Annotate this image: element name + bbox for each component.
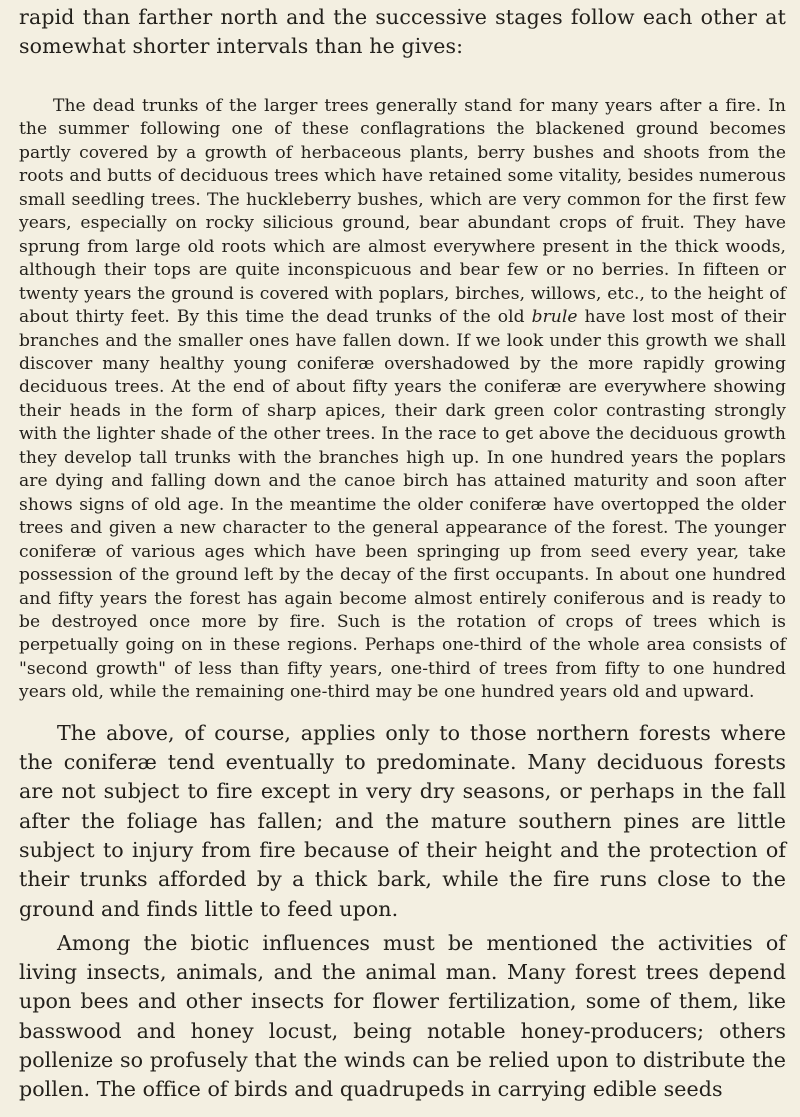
quote-text-part2: have lost most of their branches and the smaller ones have fallen down. If we look under this growth we shall discover many healthy young coniferæ overshadowed by the more rapidly growing deciduous trees. At the end of about fifty years the coniferæ are everywhere showing their heads in the form of sharp apices, their dark green color contrasting strongly with the lighter shade of the other trees. In the race to get above the deciduous growth they develop tall trunks with the branches high up. In one hundred years the poplars are dying and falling down and the canoe birch has attained maturity and soon after shows signs of old age. In the meantime the older coniferæ have overtopped the older trees and given a new character to the general appearance of the forest. The younger coniferæ of various ages which have been springing up from seed every year, take possession of the ground left by the decay of the first occupants. In about one hundred and fifty years the forest has again become almost entirely coniferous and is ready to be destroyed once more by fire. Such is the rotation of crops of trees which is perpetually going on in these regions. Perhaps one-third of the whole area consists of "second growth" of less than fifty years, one-third of trees from fifty to one hundred years old, while the remaining one-third may be one hundred years old and upward. [19,307,787,703]
body-paragraph-2: Among the biotic influences must be mentioned the activities of living insects, animals, and the animal man. Many forest trees depend upon bees and other insects for flower fertilization, some of them, like basswood and honey locust, being notable honey-producers; others pollenize so profusely that the winds can be relied upon to distribute the pollen. The office of birds and quadrupeds in carrying edible seeds [19,930,786,1102]
quote-text-part1: The dead trunks of the larger trees generally stand for many years after a fire. In the summer following one of these conflagrations the blackened ground becomes partly covered by a growth of herbaceous plants, berry bushes and shoots from the roots and butts of deciduous trees which have retained some vitality, besides numerous small seedling trees. The huckleberry bushes, which are very common for the first few years, especially on rocky silicious ground, bear abundant crops of fruit. They have sprung from large old roots which are almost everywhere present in the thick woods, although their tops are quite inconspicuous and bear few or no berries. In fifteen or twenty years the ground is covered with poplars, birches, willows, etc., to the height of about thirty feet. By this time the dead trunks of the old [19,96,786,328]
quote-italic-term: brule [531,307,578,328]
lead-paragraph: rapid than farther north and the successive stages follow each other at somewhat shorter intervals than he gives: [19,5,786,58]
block-quote [19,95,786,705]
body-paragraph-1: The above, of course, applies only to those northern forests where the coniferæ tend eventually to predominate. Many deciduous forests are not subject to fire except in very dry seasons, or perhaps in the fall after the foliage has fallen; and the mature southern pines are little subject to injury from fire because of their height and the protection of their trunks afforded by a thick bark, while the fire runs close to the ground and finds little to feed upon. [19,720,786,921]
